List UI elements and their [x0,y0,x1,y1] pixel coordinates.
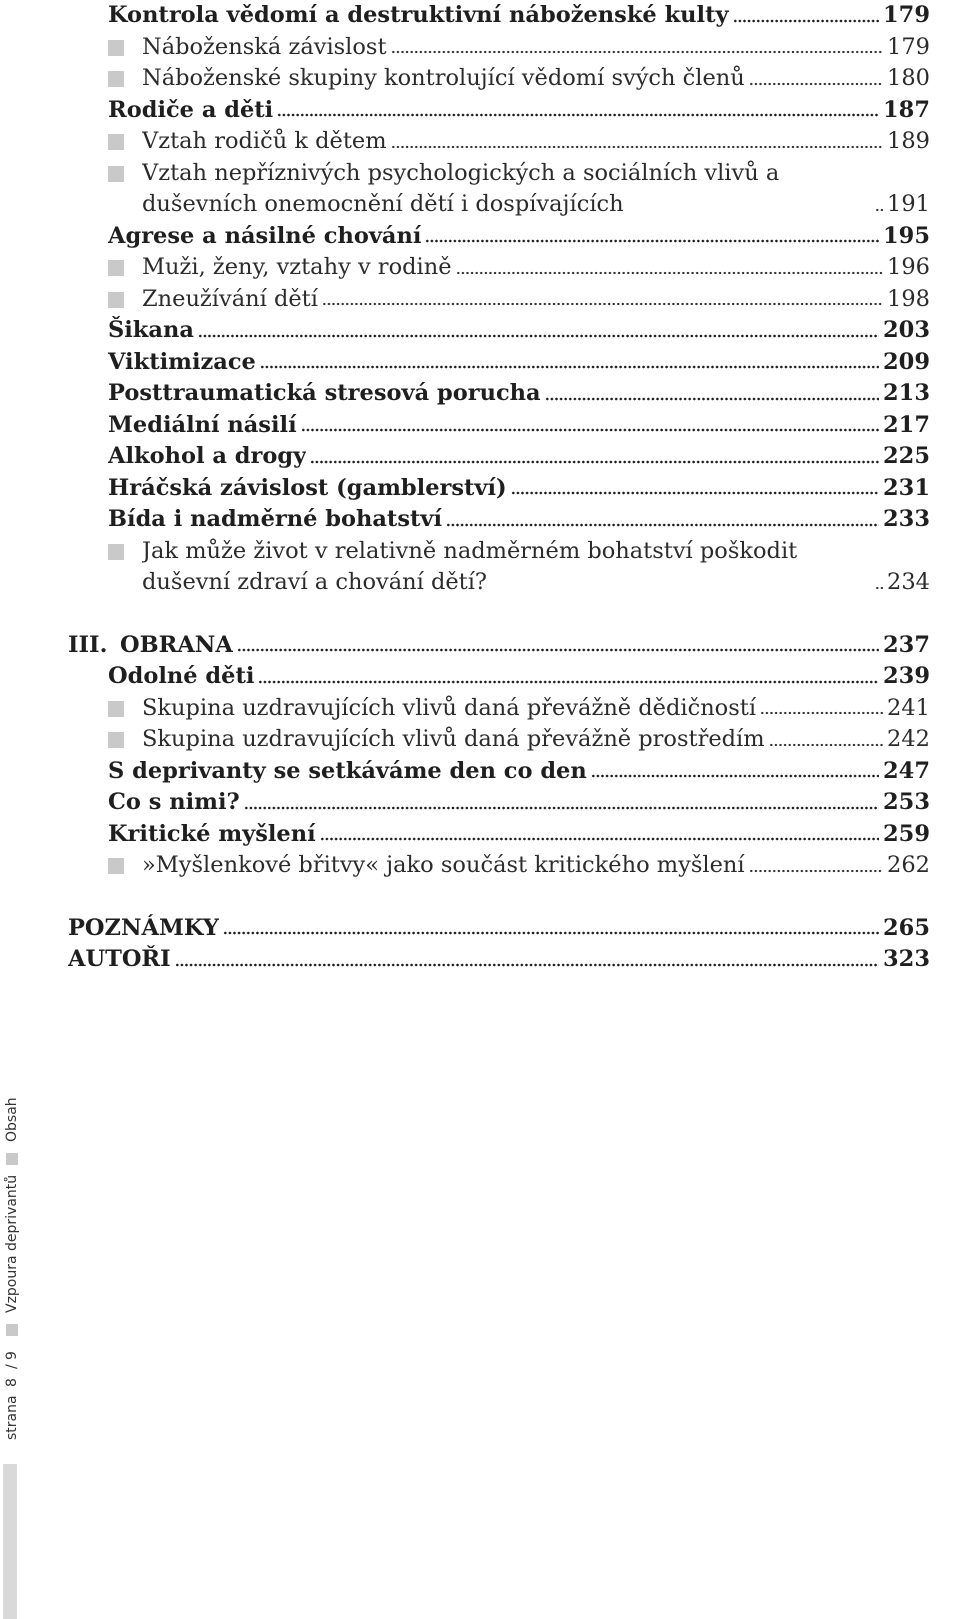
toc-entry-page: 187 [883,96,930,123]
dot-leader [446,523,879,527]
toc-entry-title: Náboženská závislost [142,33,387,60]
dot-leader [198,334,879,338]
toc-entry-page: 247 [883,757,930,784]
toc-entry [68,252,930,284]
toc-entry-page: 237 [883,631,930,658]
dot-leader [511,491,879,495]
toc-entry [68,315,930,347]
dot-leader [320,837,879,841]
toc-entry [68,126,930,158]
dot-leader [277,113,879,117]
toc-entry-page: 189 [887,128,930,154]
toc-entry [68,630,930,662]
toc-entry-page: 179 [887,33,930,60]
dot-leader [733,19,880,23]
toc-entry [68,158,930,221]
part-number: III. [68,631,108,658]
toc-entry-title: Kritické myšlení [108,820,316,847]
square-bullet-icon [108,858,124,874]
page-separator: / [4,1363,20,1369]
dot-leader [175,963,879,967]
toc-entry-title: Bída i nadměrné bohatství [108,506,442,532]
toc-entry-title: Šikana [108,317,194,343]
square-bullet-icon [108,701,124,717]
toc-entry [68,63,930,95]
toc-entry-title: Agrese a násilné chování [108,222,422,249]
dot-leader [301,428,879,432]
square-bullet-icon [6,1153,18,1165]
dot-leader [391,50,884,54]
toc-entry [68,410,930,442]
toc-entry [68,347,930,379]
toc-entry-page: 253 [883,789,930,815]
toc-entry-title: Alkohol a drogy [108,443,307,469]
sidebar-running-footer [3,1080,21,1440]
page-total: 9 [4,1350,20,1360]
dot-leader [760,711,883,715]
toc-entry-page: 203 [883,317,930,343]
toc-entry-page: 198 [887,285,930,312]
dot-leader [545,397,879,401]
dot-leader [260,365,879,369]
toc-entry-page: 262 [887,852,930,878]
toc-entry [68,850,930,882]
square-bullet-icon [108,166,124,182]
toc-entry [68,819,930,851]
toc-entry-title: AUTOŘI [68,946,171,972]
toc-entry-page: 196 [887,254,930,280]
toc-entry-page: 191 [887,191,930,217]
toc-entry-title: S deprivanty se setkáváme den co den [108,757,587,784]
square-bullet-icon [6,1324,18,1336]
dot-leader [310,460,879,464]
toc-entry-title: Náboženské skupiny kontrolující vědomí svých členů [142,65,745,91]
dot-leader [591,774,879,778]
toc-entry [68,913,930,945]
dot-leader [456,271,884,275]
toc-entry-page: 225 [883,443,930,469]
toc-entry [68,221,930,253]
dot-leader [769,743,883,747]
part-title: OBRANA [120,631,233,658]
dot-leader [425,239,879,243]
square-bullet-icon [108,292,124,308]
toc-entry-title: Vztah nepříznivých psychologických a sociálních vlivů a duševních onemocnění dětí i dospívajících [142,159,780,217]
toc-entry-title: Hráčská závislost (gamblerství) [108,474,507,501]
section-name: Obsah [4,1097,20,1143]
toc-entry [68,441,930,473]
toc-entry-page: 234 [887,569,930,595]
toc-entry [68,284,930,316]
toc-entry-title: Skupina uzdravujících vlivů daná převážně dědičností [142,694,757,721]
toc-entry [68,661,930,693]
dot-leader [258,680,879,684]
square-bullet-icon [108,40,124,56]
dot-leader [749,82,883,86]
toc-entry-title: Posttraumatická stresová porucha [108,380,541,406]
toc-entry-page: 242 [887,726,930,752]
toc-entry-title [68,630,233,662]
dot-leader [237,648,879,652]
toc-entry [68,724,930,756]
toc-entry-page: 265 [883,914,930,941]
toc-entry [68,756,930,788]
toc-entry-page: 195 [883,222,930,249]
toc-entry-title: Skupina uzdravujících vlivů daná převážně prostředím [142,726,765,752]
toc-entry-title: Viktimizace [108,348,256,375]
toc-entry [68,693,930,725]
square-bullet-icon [108,260,124,276]
toc-entry [68,378,930,410]
toc-entry [68,536,930,599]
dot-leader [322,302,883,306]
toc-entry [68,787,930,819]
sidebar-bar [3,1464,17,1619]
toc-entry-title: Odolné děti [108,663,255,689]
page-current: 8 [4,1377,20,1387]
toc-entry-title: Muži, ženy, vztahy v rodině [142,254,452,280]
toc-entry-title: Mediální násilí [108,411,297,438]
toc-entry-title: POZNÁMKY [68,914,219,941]
square-bullet-icon [108,732,124,748]
toc-entry [68,473,930,505]
table-of-contents [68,0,930,976]
toc-entry [68,944,930,976]
toc-entry [68,0,930,32]
toc-entry-title: Zneužívání dětí [142,285,318,312]
dot-leader [749,869,883,873]
dot-leader [244,806,879,810]
toc-entry [68,95,930,127]
toc-entry-title: Co s nimi? [108,789,240,815]
square-bullet-icon [108,71,124,87]
dot-leader [391,145,884,149]
toc-entry [68,32,930,64]
toc-entry-page: 213 [883,380,930,406]
toc-entry-page: 180 [887,65,930,91]
page-sidebar [0,1080,24,1619]
dot-leader [223,931,879,935]
toc-entry-title: Jak může život v relativně nadměrném bohatství poškodit duševní zdraví a chování dětí? [142,537,798,595]
toc-entry-title: »Myšlenkové břitvy« jako součást kritického myšlení [142,852,745,878]
toc-entry-page: 209 [883,348,930,375]
toc-entry-title: Kontrola vědomí a destruktivní náboženské kulty [108,2,729,28]
square-bullet-icon [108,134,124,150]
book-title: Vzpoura deprivantů [4,1175,20,1314]
toc-entry-page: 233 [883,506,930,532]
toc-entry-page: 179 [883,2,930,28]
toc-entry-page: 239 [883,663,930,689]
toc-entry-title: Vztah rodičů k dětem [142,128,387,154]
dot-leader [875,586,883,590]
toc-entry [68,504,930,536]
toc-entry-page: 241 [887,694,930,721]
toc-entry-page: 217 [883,411,930,438]
toc-entry-page: 259 [883,820,930,847]
page-label: strana [4,1395,20,1440]
square-bullet-icon [108,544,124,560]
toc-entry-page: 323 [883,946,930,972]
toc-entry-title: Rodiče a děti [108,96,274,123]
toc-entry-page: 231 [883,474,930,501]
dot-leader [875,208,883,212]
